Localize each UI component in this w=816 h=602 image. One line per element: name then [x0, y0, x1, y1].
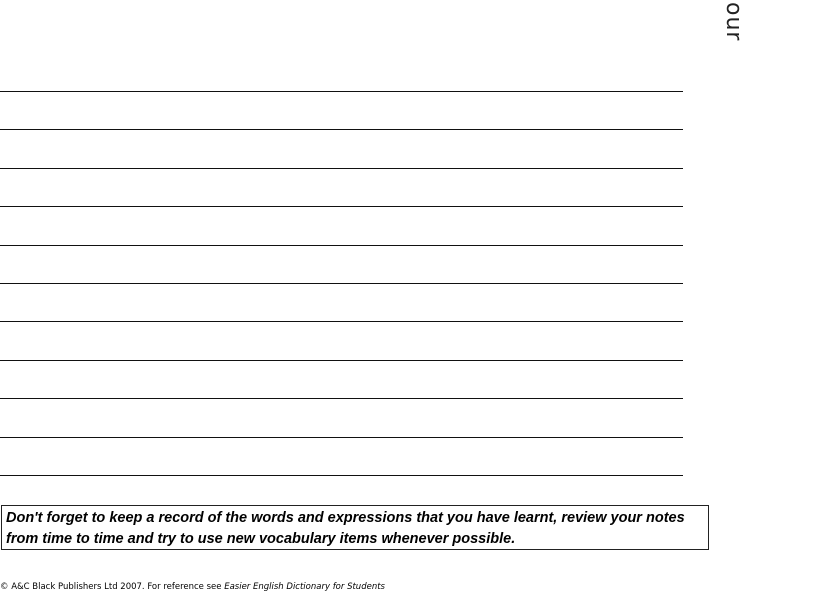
writing-line	[0, 206, 683, 207]
footer-copyright: © A&C Black Publishers Ltd 2007. For reference see	[0, 582, 225, 592]
writing-line	[0, 283, 683, 284]
writing-line	[0, 398, 683, 399]
writing-line	[0, 437, 683, 438]
writing-line	[0, 360, 683, 361]
writing-line	[0, 168, 683, 169]
writing-line	[0, 321, 683, 322]
writing-line	[0, 91, 683, 92]
side-tab-text: our	[721, 2, 746, 42]
footer-reference-title: Easier English Dictionary for Students	[224, 582, 385, 592]
writing-line	[0, 129, 683, 130]
reminder-box	[1, 505, 709, 550]
writing-line	[0, 245, 683, 246]
footer	[0, 582, 385, 593]
writing-line	[0, 475, 683, 476]
reminder-text: Don't forget to keep a record of the words and expressions that you have learnt, review your notes from time to time and try to use new vocabulary items whenever possible.	[6, 510, 685, 547]
